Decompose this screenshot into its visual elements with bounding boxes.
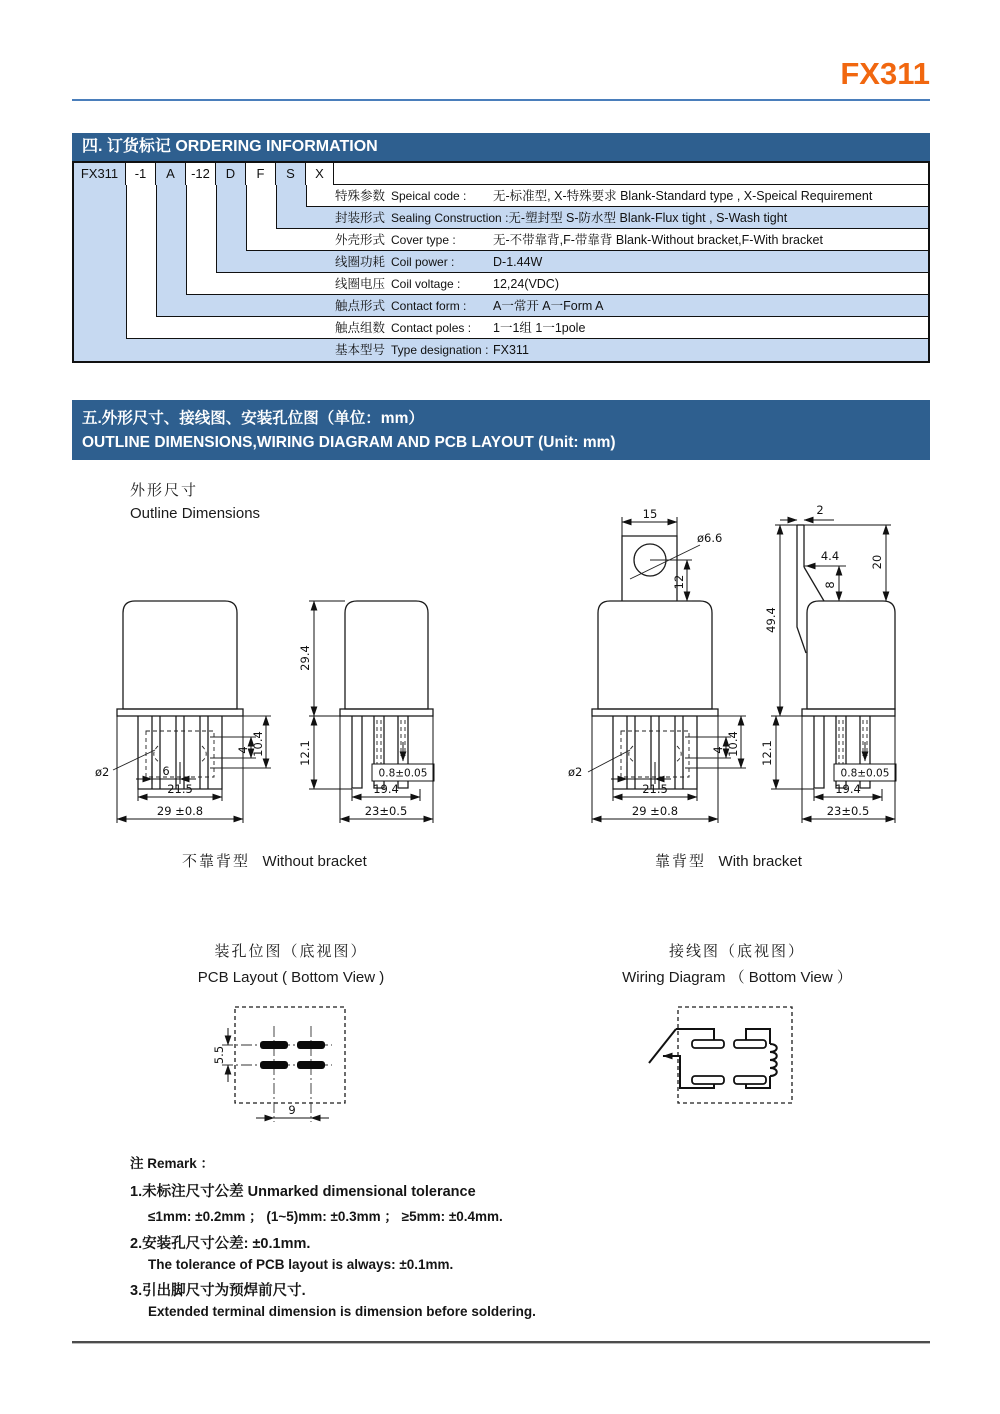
caption-without-bracket: 不靠背型 Without bracket [182,853,367,870]
dim-21-5: 21.5 [167,782,193,796]
ordering-row [74,273,924,295]
dim-29-4: 29.4 [298,645,312,671]
remark-line: 1.未标注尺寸公差 Unmarked dimensional tolerance [130,1184,476,1200]
ordering-row [74,185,924,207]
dim-4: 4 [711,746,725,754]
section4-title: 四. 订货标记 ORDERING INFORMATION [82,138,378,155]
ordering-row [74,229,924,251]
dim-10-4: 10.4 [251,731,265,757]
ordering-row [74,317,924,339]
dim-4: 4 [236,746,250,754]
row-value: FX311 [493,343,529,357]
dim-49-4: 49.4 [764,607,778,633]
row-value: 1一1组 1一1pole [493,321,586,335]
remark-line: ≤1mm: ±0.2mm ； (1~5)mm: ±0.3mm ； ≥5mm: ±0.4mm. [148,1209,503,1224]
outline-label-en: Outline Dimensions [130,505,261,522]
ordering-row [74,251,924,273]
row-zh: 基本型号 [335,343,386,357]
row-zh: 外壳形式 [335,233,386,247]
row-zh: 线圈功耗 [335,255,386,269]
code-cell: -12 [186,163,216,185]
section5-title-en: OUTLINE DIMENSIONS,WIRING DIAGRAM AND PCB LAYOUT (Unit: mm) [82,434,616,452]
footer-rule [72,1341,930,1344]
row-zh: 特殊参数 [335,189,386,203]
dim-dia6-6: ø6.6 [697,531,723,545]
row-en: Coil voltage : [391,277,461,291]
wiring-caption-en: Wiring Diagram （ Bottom View ） [622,969,852,987]
row-en: Speical code : [391,189,467,203]
ordering-row [74,295,924,317]
dim-4-4: 4.4 [820,549,840,563]
dim-21-5: 21.5 [642,782,668,796]
dim-0-8: 0.8±0.05 [378,767,428,780]
dim-20: 20 [870,554,884,570]
row-value: 12,24(VDC) [493,277,559,291]
ordering-row [74,339,924,361]
pcb-caption-en: PCB Layout ( Bottom View ) [197,969,385,987]
section5-header [72,400,930,460]
dim-12: 12 [672,574,686,590]
pcb-layout-drawing [212,1007,345,1122]
remark-title: 注 Remark ： [130,1156,215,1171]
dim-19-4: 19.4 [373,782,399,796]
dim-dia2: ø2 [95,765,110,779]
dim-19-4: 19.4 [835,782,861,796]
wiring-caption-zh: 接线图（底视图） [668,943,805,960]
row-value: 无-不带靠背,F-带靠背 Blank-Without bracket,F-With bracket [493,233,823,247]
row-value: D-1.44W [493,255,543,269]
dim-8: 8 [823,581,837,589]
front-view-with-bracket [568,507,746,823]
row-en: Type designation : [391,343,489,357]
pcb-caption-zh: 装孔位图（底视图） [214,943,368,960]
dim-23: 23±0.5 [364,804,408,818]
row-value: A一常开 A一Form A [493,299,604,313]
dim-5-5: 5.5 [212,1045,226,1065]
code-cell: S [276,163,306,185]
row-zh: 触点组数 [335,321,386,335]
remark-line: The tolerance of PCB layout is always: ±0.1mm. [148,1257,454,1272]
row-value: 无-标准型, X-特殊要求 Blank-Standard type , X-Speical Requirement [493,189,873,203]
dim-29: 29 ±0.8 [631,804,679,818]
code-cell: D [216,163,246,185]
dim-29: 29 ±0.8 [156,804,204,818]
dim-0-8: 0.8±0.05 [840,767,890,780]
outline-label-zh: 外形尺寸 [130,482,199,499]
side-view-with-bracket [760,503,896,823]
row-en: Contact poles : [391,321,472,335]
caption-with-bracket: 靠背型 With bracket [655,853,802,870]
ordering-row [74,207,924,229]
dim-2: 2 [816,503,824,517]
ordering-table [72,161,930,363]
brand-logo: FX311 [840,56,930,91]
row-zh: 封装形式 [335,211,386,225]
code-cell: X [306,163,334,185]
code-cell: -1 [126,163,156,185]
code-cell: FX311 [74,163,126,185]
front-view-without-bracket [95,601,271,823]
dim-12-1: 12.1 [760,740,774,766]
section5-title-zh: 五.外形尺寸、接线图、安装孔位图（单位：mm） [82,410,424,427]
dim-10-4: 10.4 [726,731,740,757]
remark-line: 2.安装孔尺寸公差: ±0.1mm. [130,1236,311,1252]
row-en: Cover type : [391,233,456,247]
dim-12-1: 12.1 [298,740,312,766]
header-rule [72,99,930,101]
row-value: 无-塑封型 S-防水型 Blank-Flux tight , S-Wash tight [508,211,788,225]
dim-23: 23±0.5 [826,804,870,818]
dim-6: 6 [162,764,170,778]
dim-9: 9 [288,1103,296,1117]
row-en: Contact form : [391,299,467,313]
side-view-without-bracket [298,601,434,823]
row-en: Sealing Construction : [391,211,509,225]
row-en: Coil power : [391,255,455,269]
remark-line: 3.引出脚尺寸为预焊前尺寸. [130,1283,306,1299]
dim-15: 15 [642,507,658,521]
remark-block [130,1152,750,1326]
remark-line: Extended terminal dimension is dimension before soldering. [148,1304,536,1319]
row-zh: 线圈电压 [335,277,386,291]
wiring-diagram-drawing [649,1007,792,1103]
code-cell: F [246,163,276,185]
outline-drawing [0,470,1000,1150]
row-zh: 触点形式 [335,299,386,313]
code-cell: A [156,163,186,185]
section4-header [72,133,930,161]
dim-dia2: ø2 [568,765,583,779]
